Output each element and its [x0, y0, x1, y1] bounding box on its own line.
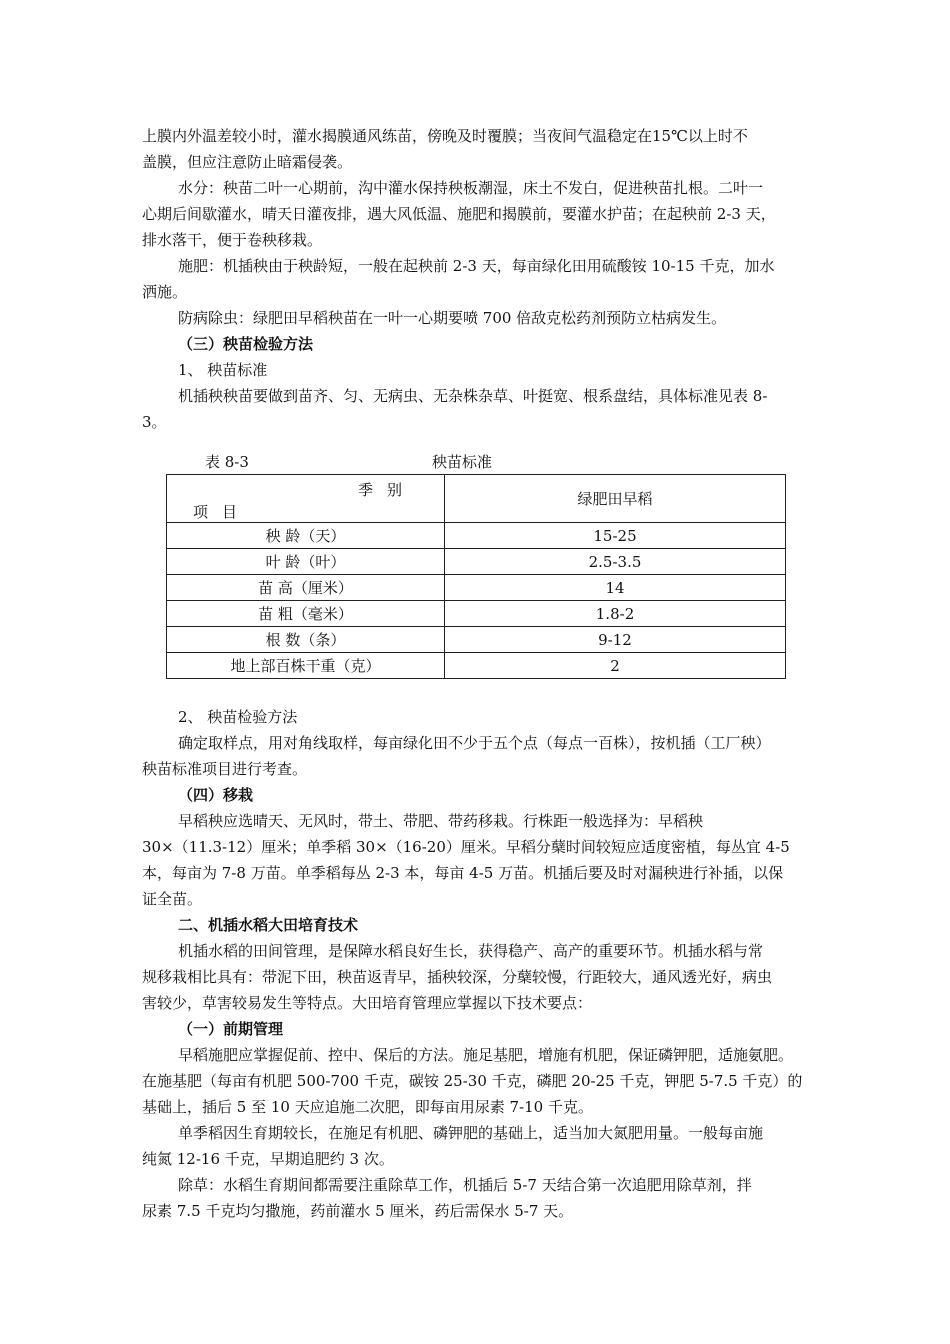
table-row	[167, 575, 786, 601]
paragraph-line: 秧苗标准项目进行考查。	[142, 760, 308, 778]
paragraph-line: 确定取样点，用对角线取样，每亩绿化田不少于五个点（每点一百株），按机插（工厂秧）	[178, 734, 771, 752]
paragraph-line: 纯氮 12-16 千克，早期追肥约 3 次。	[142, 1150, 394, 1168]
paragraph-line: 排水落干，便于卷秧移栽。	[142, 231, 323, 249]
section-heading: （一）前期管理	[178, 1020, 284, 1038]
paragraph-line: 基础上，插后 5 至 10 天应追施二次肥，即每亩用尿素 7-10 千克。	[142, 1098, 593, 1116]
paragraph-line: 单季稻因生育期较长，在施足有机肥、磷钾肥的基础上，适当加大氮肥用量。一般每亩施	[178, 1124, 764, 1142]
row-label: 秧 龄（天）	[167, 523, 445, 549]
paragraph-line: 3。	[142, 413, 167, 431]
row-value: 1.8-2	[445, 601, 786, 627]
table-number: 表 8-3	[205, 453, 249, 471]
paragraph-line: 早稻施肥应掌握促前、控中、保后的方法。施足基肥，增施有机肥，保证磷钾肥，适施氨肥。	[178, 1046, 794, 1064]
paragraph-line: 在施基肥（每亩有机肥 500-700 千克，碳铵 25-30 千克，磷肥 20-25 千克，钾肥 5-7.5 千克）的	[142, 1072, 803, 1090]
section-heading: （四）移栽	[178, 786, 254, 804]
seedling-standard-table	[166, 474, 786, 679]
row-value: 9-12	[445, 627, 786, 653]
paragraph-line: 洒施。	[142, 283, 188, 301]
row-label: 苗 高（厘米）	[167, 575, 445, 601]
row-label: 根 数（条）	[167, 627, 445, 653]
table-corner-cell	[167, 475, 445, 523]
paragraph-line: 防病除虫：绿肥田早稻秧苗在一叶一心期要喷 700 倍敌克松药剂预防立枯病发生。	[178, 309, 727, 327]
table-row	[167, 601, 786, 627]
header-item-label: 项目	[193, 503, 252, 521]
subsection-heading: 2、 秧苗检验方法	[178, 708, 298, 726]
row-label: 地上部百株干重（克）	[167, 653, 445, 679]
subsection-heading: 1、 秧苗标准	[178, 361, 268, 379]
paragraph-line: 尿素 7.5 千克均匀撒施，药前灌水 5 厘米，药后需保水 5-7 天。	[142, 1202, 574, 1220]
paragraph-line: 证全苗。	[142, 890, 203, 908]
paragraph-line: 害较少，草害较易发生等特点。大田培育管理应掌握以下技术要点：	[142, 994, 593, 1012]
table-row	[167, 627, 786, 653]
table-row	[167, 653, 786, 679]
paragraph-line: 心期后间歇灌水，晴天日灌夜排，遇大风低温、施肥和揭膜前，要灌水护苗；在起秧前 2-3 天，	[142, 205, 776, 223]
section-heading: （三）秧苗检验方法	[178, 335, 314, 353]
paragraph-line: 盖膜，但应注意防止暗霜侵袭。	[142, 153, 353, 171]
row-value: 15-25	[445, 523, 786, 549]
row-value: 2	[445, 653, 786, 679]
header-season-label: 季别	[357, 481, 416, 499]
paragraph-line: 早稻秧应选晴天、无风时，带土、带肥、带药移栽。行株距一般选择为：早稻秧	[178, 812, 704, 830]
table-row	[167, 549, 786, 575]
table-title: 秧苗标准	[432, 453, 493, 471]
paragraph-line: 机插水稻的田间管理，是保障水稻良好生长，获得稳产、高产的重要环节。机插水稻与常	[178, 942, 764, 960]
header-column-label: 绿肥田早稻	[445, 475, 786, 523]
paragraph-line: 规移栽相比具有：带泥下田，秧苗返青早，插秧较深，分蘖较慢，行距较大，通风透光好，病虫	[142, 968, 773, 986]
paragraph-line: 水分：秧苗二叶一心期前，沟中灌水保持秧板潮湿，床土不发白，促进秧苗扎根。二叶一	[178, 179, 764, 197]
paragraph-line: 30×（11.3-12）厘米；单季稻 30×（16-20）厘米。早稻分蘖时间较短应适度密植，每丛宜 4-5	[142, 838, 790, 856]
row-value: 2.5-3.5	[445, 549, 786, 575]
paragraph-line: 上膜内外温差较小时，灌水揭膜通风练苗，傍晚及时覆膜；当夜间气温稳定在15℃以上时不	[142, 127, 748, 145]
paragraph-line: 机插秧秧苗要做到苗齐、匀、无病虫、无杂株杂草、叶挺宽、根系盘结，具体标准见表 8-	[178, 387, 768, 405]
row-label: 叶 龄（叶）	[167, 549, 445, 575]
row-value: 14	[445, 575, 786, 601]
table-header-row	[167, 475, 786, 523]
row-label: 苗 粗（毫米）	[167, 601, 445, 627]
paragraph-line: 施肥：机插秧由于秧龄短，一般在起秧前 2-3 天，每亩绿化田用硫酸铵 10-15 千克，加水	[178, 257, 775, 275]
chapter-heading: 二、机插水稻大田培育技术	[178, 916, 359, 934]
paragraph-line: 本，每亩为 7-8 万苗。单季稻每丛 2-3 本，每亩 4-5 万苗。机插后要及时对漏秧进行补插，以保	[142, 864, 784, 882]
table-row	[167, 523, 786, 549]
paragraph-line: 除草：水稻生育期间都需要注重除草工作，机插后 5-7 天结合第一次追肥用除草剂，拌	[178, 1176, 752, 1194]
